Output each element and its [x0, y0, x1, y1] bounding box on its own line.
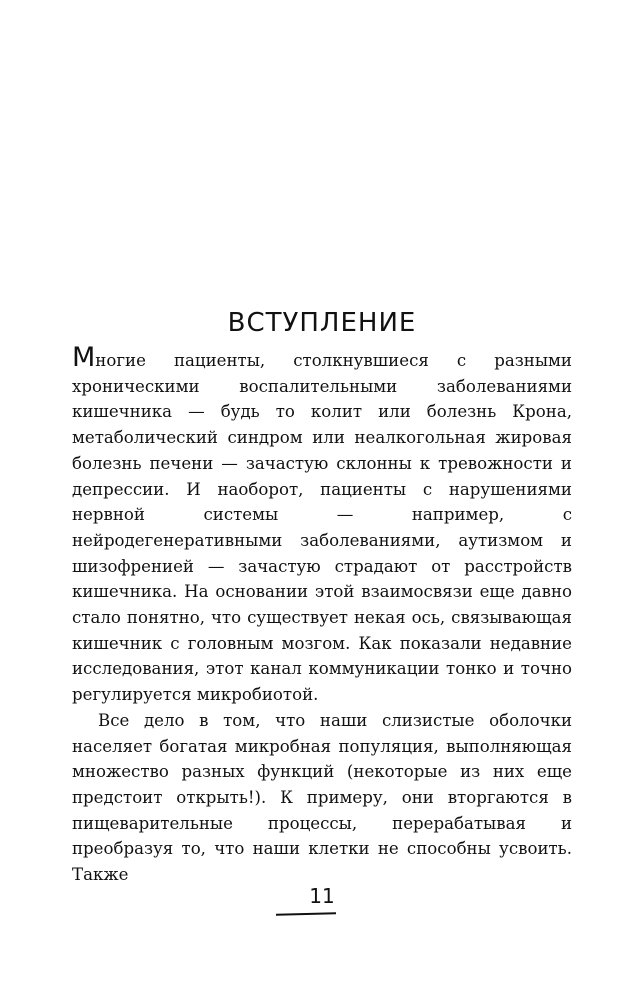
chapter-title: ВСТУПЛЕНИЕ — [227, 308, 417, 338]
paragraph-1-text: ногие пациенты, столкнувшиеся с разными хроническими воспалительными заболеваниями кишечника — будь то колит или болезнь Крона, метаболический синдром или неалкогольная жировая болезнь печени — зачастую склонны к тревожности и депрессии. И наоборот, пациенты с нарушениями нервной системы — например, с нейродегенеративными заболеваниями, аутизмом и шизофренией — зачастую страдают от расстройств кишечника. На основании этой взаимосвязи еще давно стало понятно, что существует некая ось, связывающая кишечник с головным мозгом. Как показали недавние исследования, этот канал коммуникации тонко и точно регулируется микробиотой. — [72, 351, 572, 705]
page-number: 11 — [309, 884, 335, 908]
body-text — [72, 342, 572, 888]
paragraph-1 — [72, 342, 572, 708]
drop-cap: М — [72, 342, 96, 373]
page-number-underline — [276, 912, 336, 916]
paragraph-2: Все дело в том, что наши слизистые оболочки населяет богатая микробная популяция, выполняющая множество разных функций (некоторые из них еще предстоит открыть!). К примеру, они вторгаются в пищеварительные процессы, перерабатывая и преобразуя то, что наши клетки не способны усвоить. Также — [72, 710, 572, 885]
